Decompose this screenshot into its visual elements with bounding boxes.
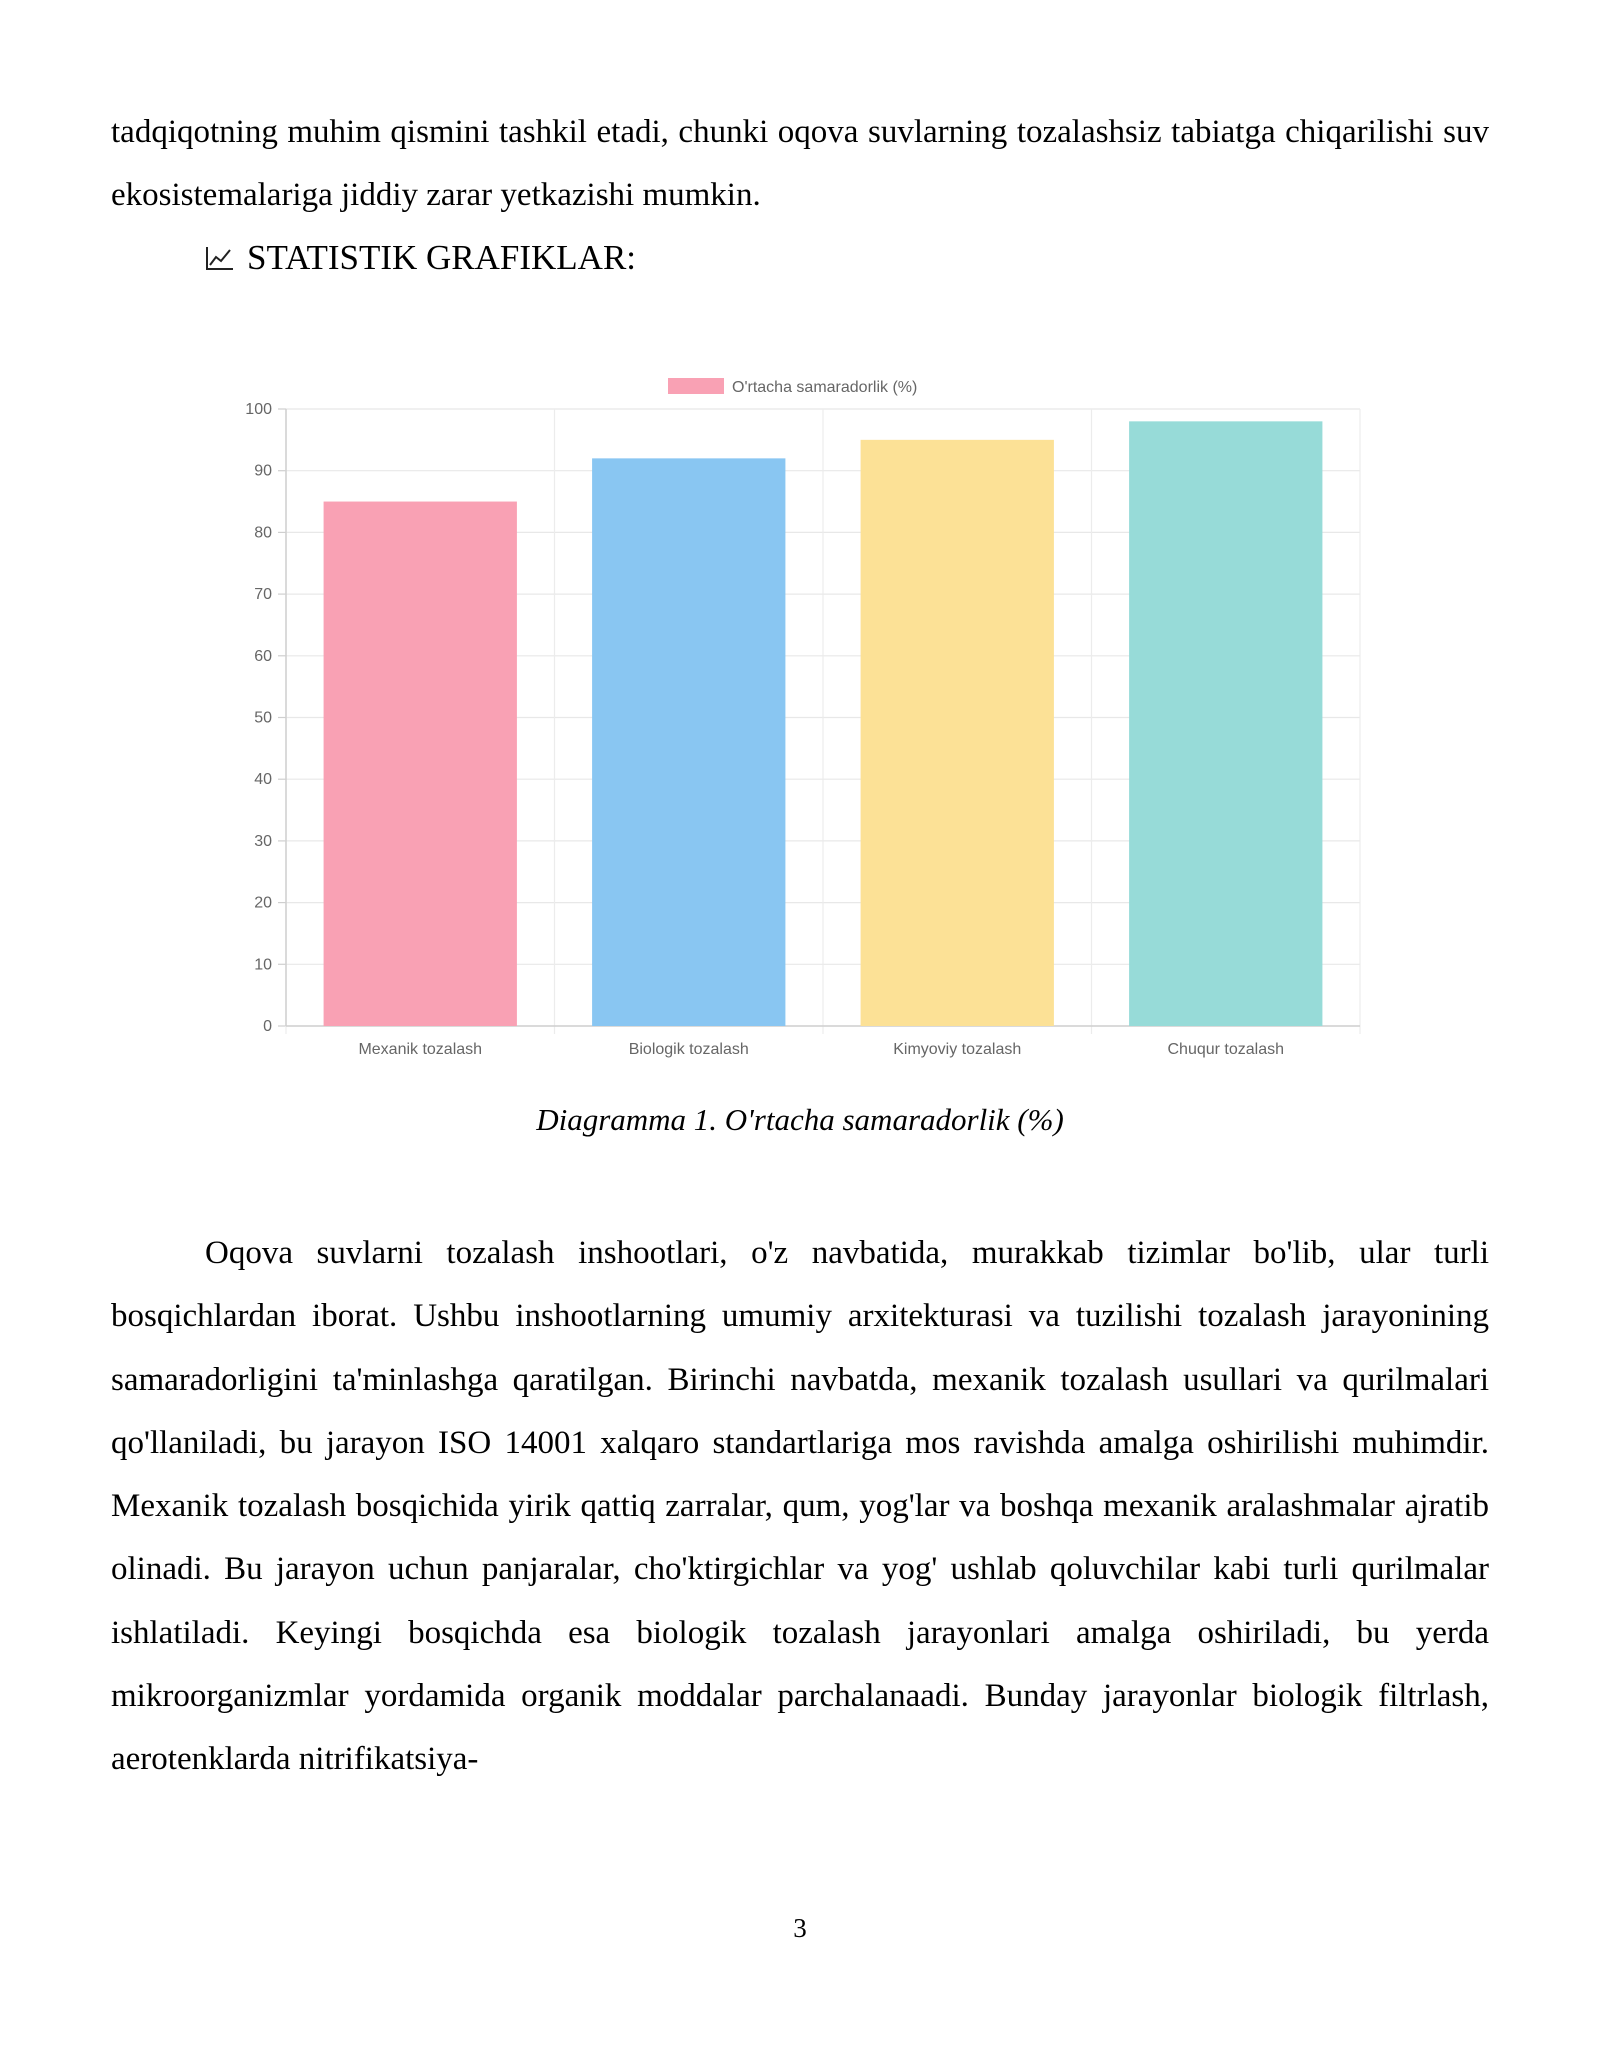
y-tick-label: 10 <box>254 956 272 974</box>
legend-label: O'rtacha samaradorlik (%) <box>732 379 918 396</box>
bar-chart <box>228 368 1378 1068</box>
y-tick-label: 30 <box>254 832 272 850</box>
section-heading <box>205 230 636 288</box>
y-tick-label: 70 <box>254 586 272 604</box>
section-heading-text: STATISTIK GRAFIKLAR: <box>247 238 637 277</box>
body-paragraph: Oqova suvlarni tozalash inshootlari, o'z navbatida, murakkab tizimlar bo'lib, ular turli bosqichlardan iborat. Ushbu inshootlarning umumiy arxitekturasi va tuzilishi tozalash jarayonining samaradorligini ta'minlashga qaratilgan. Birinchi navbatda, mexanik tozalash usullari va qurilmalari qo'llaniladi, bu jarayon ISO 14001 xalqaro standartlariga mos ravishda amalga oshirilishi muhimdir. Mexanik tozalash bosqichida yirik qattiq zarralar, qum, yog'lar va boshqa mexanik aralashmalar ajratib olinadi. Bu jarayon uchun panjaralar, cho'ktirgichlar va yog' ushlab qoluvchilar kabi turli qurilmalar ishlatiladi. Keyingi bosqichda esa biologik tozalash jarayonlari amalga oshiriladi, bu yerda mikroorganizmlar yordamida organik moddalar parchalanaadi. Bunday jarayonlar biologik filtrlash, aerotenklarda nitrifikatsiya- <box>111 1235 1489 1778</box>
y-tick-label: 90 <box>254 462 272 480</box>
x-tick-label: Kimyoviy tozalash <box>893 1041 1022 1058</box>
y-tick-label: 40 <box>254 771 272 789</box>
y-tick-label: 80 <box>254 524 272 542</box>
chart-increasing-icon <box>205 232 235 288</box>
y-tick-label: 100 <box>245 401 272 418</box>
bar-2 <box>592 458 785 1026</box>
figure-caption: Diagramma 1. O'rtacha samaradorlik (%) <box>536 1102 1064 1137</box>
x-tick-label: Mexanik tozalash <box>358 1041 483 1058</box>
x-tick-label: Biologik tozalash <box>628 1041 749 1058</box>
intro-paragraph: tadqiqotning muhim qismini tashkil etadi, chunki oqova suvlarning tozalashsiz tabiatga chiqarilishi suv ekosistemalariga jiddiy zarar yetkazishi mumkin. <box>111 114 1489 214</box>
y-tick-label: 20 <box>254 894 272 912</box>
y-tick-label: 0 <box>263 1018 272 1035</box>
y-tick-label: 50 <box>254 709 272 727</box>
page-number: 3 <box>793 1913 807 1943</box>
x-tick-label: Chuqur tozalash <box>1167 1041 1285 1058</box>
legend-swatch <box>668 378 724 394</box>
bar-4 <box>1129 421 1322 1026</box>
y-tick-label: 60 <box>254 647 272 665</box>
bar-3 <box>861 440 1054 1026</box>
bar-1 <box>324 502 517 1026</box>
